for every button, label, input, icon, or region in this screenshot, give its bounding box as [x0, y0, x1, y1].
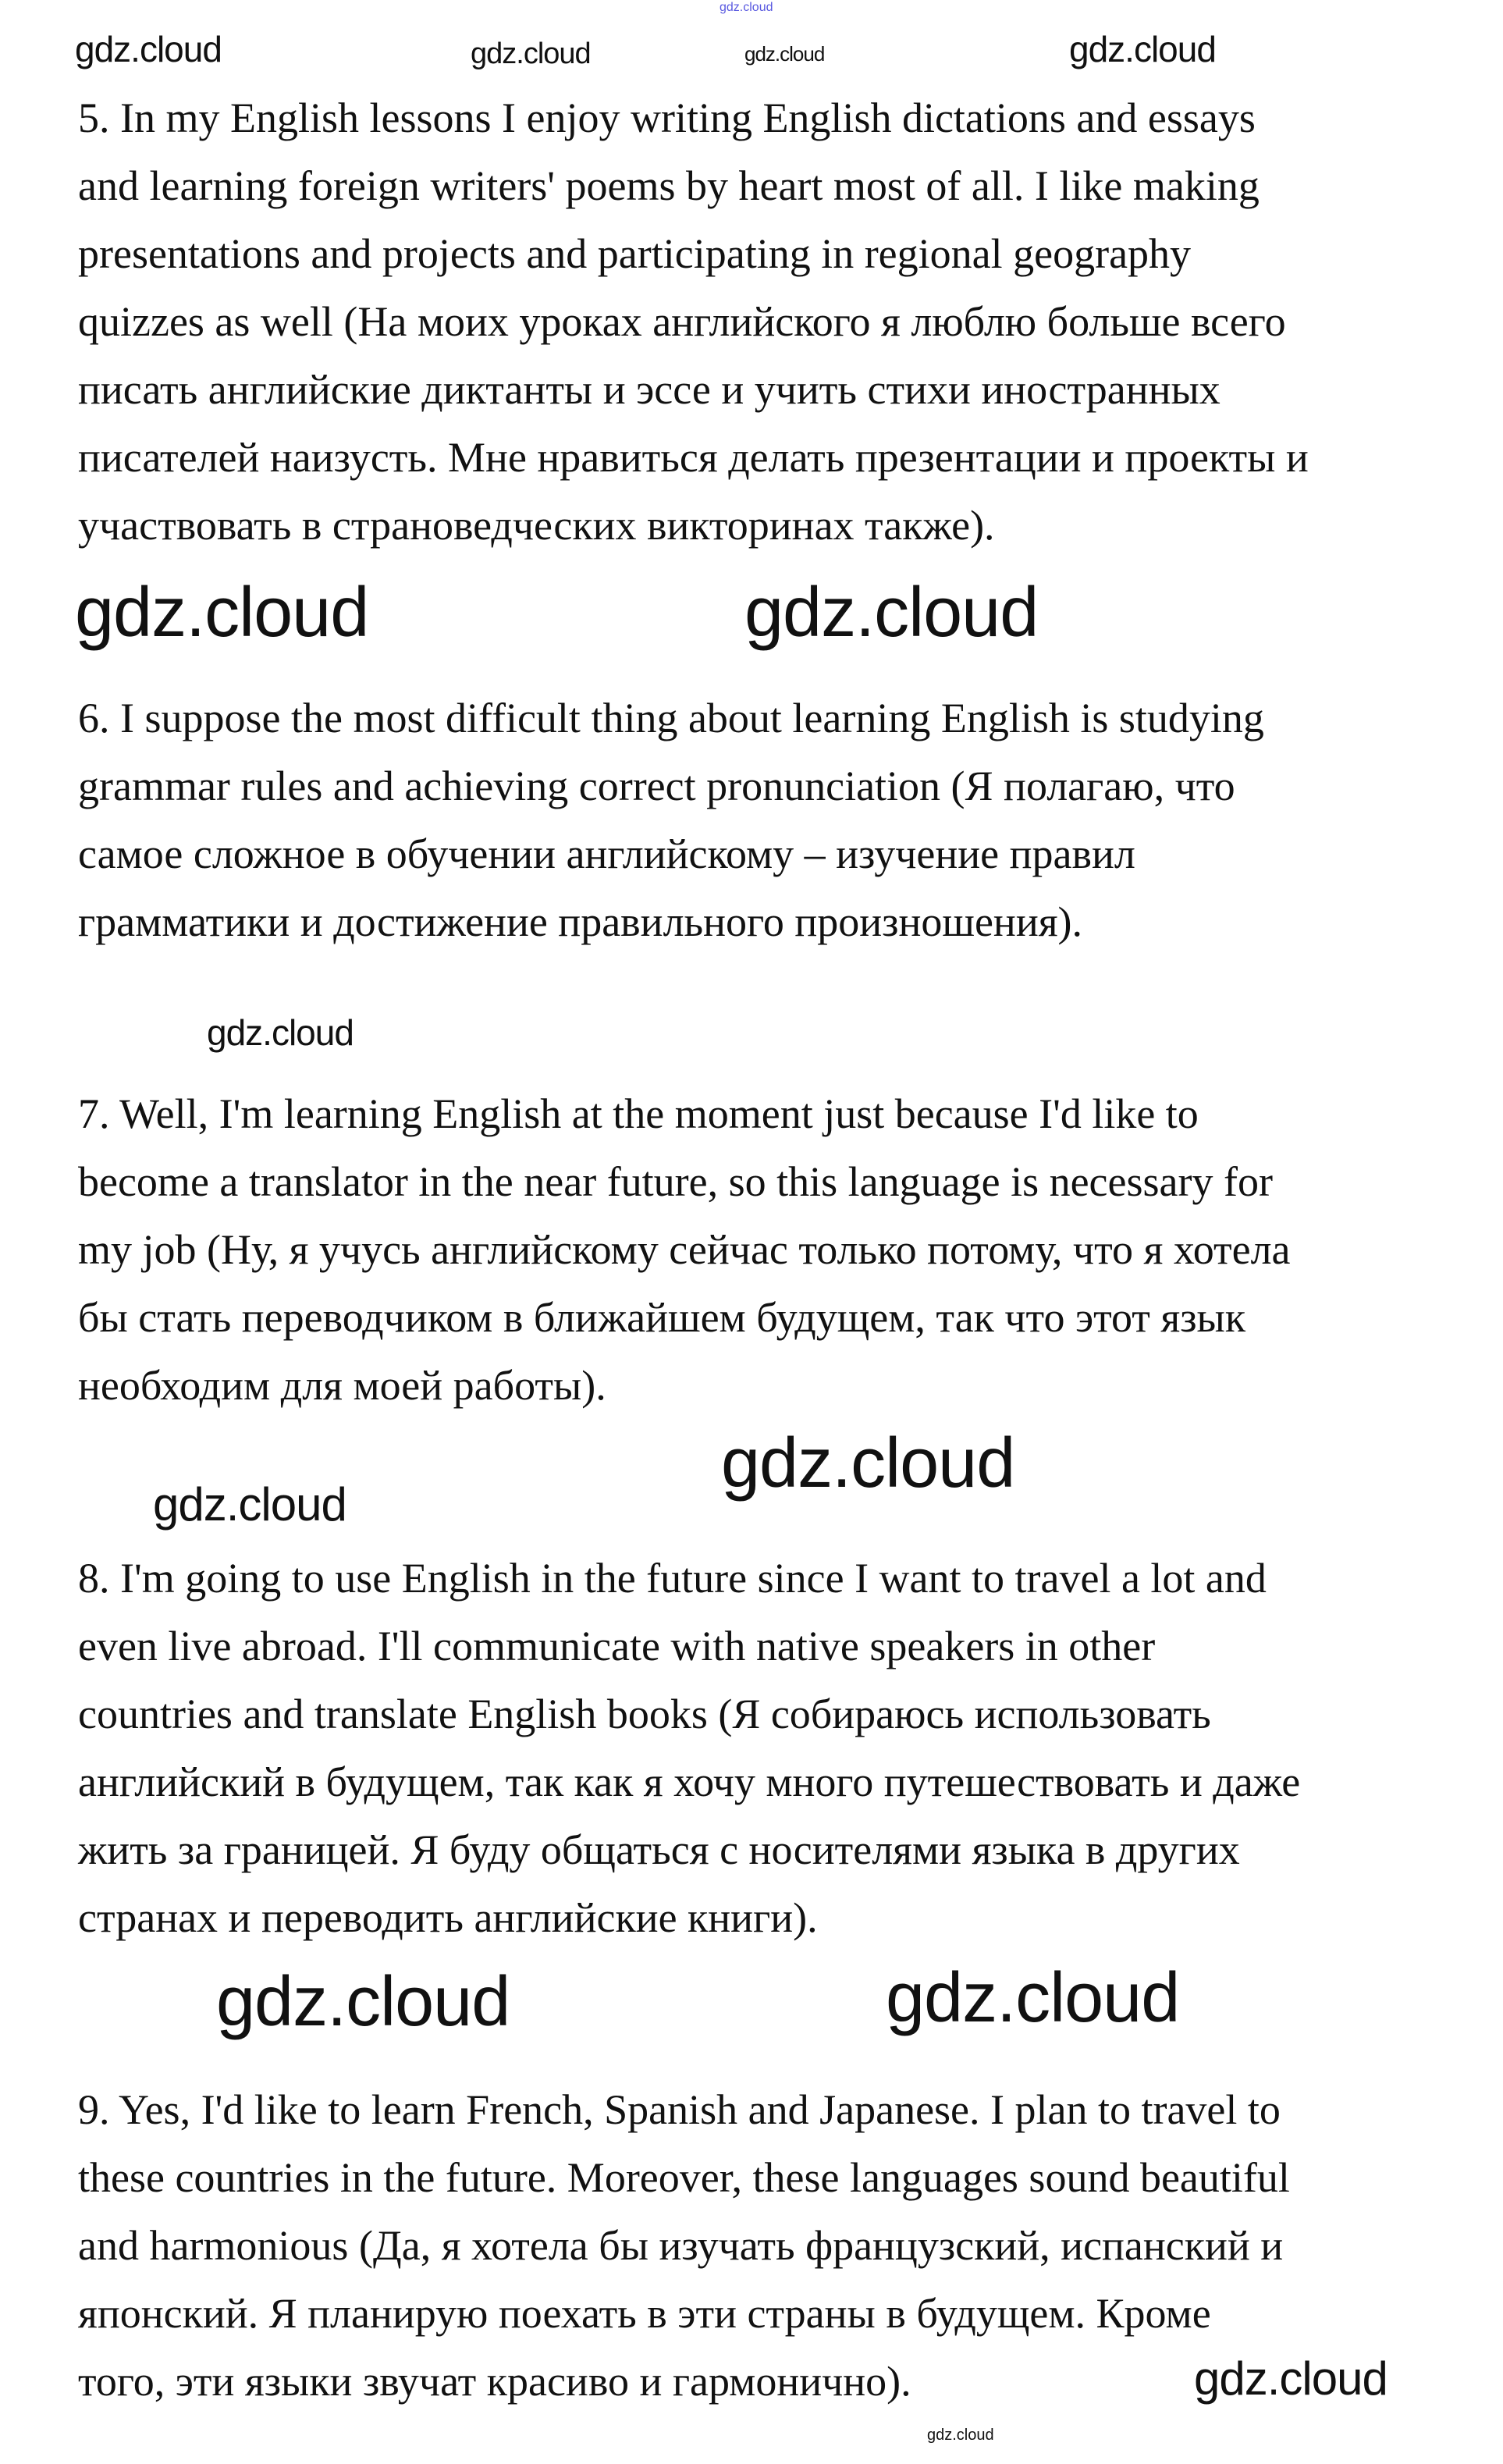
text-line: quizzes as well (На моих уроках английского я люблю больше всего: [78, 298, 1286, 345]
watermark: gdz.cloud: [927, 2427, 994, 2444]
text-line: того, эти языки звучат красиво и гармонично).: [78, 2358, 911, 2405]
text-line: 5. In my English lessons I enjoy writing English dictations and essays: [78, 94, 1256, 141]
answer-5: [78, 84, 1309, 560]
answer-8: [78, 1545, 1300, 1952]
text-line: countries and translate English books (Я собираюсь использовать: [78, 1691, 1211, 1737]
text-line: писателей наизусть. Мне нравиться делать презентации и проекты и: [78, 434, 1309, 481]
watermark: gdz.cloud: [1069, 29, 1216, 69]
text-line: бы стать переводчиком в ближайшем будущем, так что этот язык: [78, 1294, 1246, 1341]
watermark: gdz.cloud: [1194, 2352, 1388, 2405]
answer-6: [78, 684, 1264, 956]
watermark: gdz.cloud: [720, 1, 773, 14]
text-line: английский в будущем, так как я хочу много путешествовать и даже: [78, 1758, 1301, 1805]
text-line: grammar rules and achieving correct pronunciation (Я полагаю, что: [78, 763, 1235, 809]
text-line: необходим для моей работы).: [78, 1362, 606, 1409]
text-line: and learning foreign writers' poems by heart most of all. I like making: [78, 162, 1260, 209]
text-line: писать английские диктанты и эссе и учить стихи иностранных: [78, 366, 1221, 413]
text-line: грамматики и достижение правильного произношения).: [78, 898, 1083, 945]
watermark: gdz.cloud: [75, 574, 369, 652]
text-line: японский. Я планирую поехать в эти страны в будущем. Кроме: [78, 2290, 1211, 2337]
watermark: gdz.cloud: [744, 42, 825, 66]
text-line: and harmonious (Да, я хотела бы изучать французский, испанский и: [78, 2222, 1284, 2269]
watermark: gdz.cloud: [216, 1963, 510, 2041]
text-line: 8. I'm going to use English in the future since I want to travel a lot and: [78, 1555, 1267, 1602]
text-line: 9. Yes, I'd like to learn French, Spanish and Japanese. I plan to travel to: [78, 2086, 1281, 2133]
text-line: even live abroad. I'll communicate with native speakers in other: [78, 1623, 1156, 1669]
watermark: gdz.cloud: [721, 1424, 1015, 1502]
answer-9: [78, 2076, 1290, 2416]
text-line: these countries in the future. Moreover, these languages sound beautiful: [78, 2154, 1290, 2201]
text-line: жить за границей. Я буду общаться с носителями языка в других: [78, 1826, 1240, 1873]
watermark: gdz.cloud: [471, 37, 591, 70]
watermark: gdz.cloud: [153, 1478, 346, 1531]
text-line: самое сложное в обучении английскому – изучение правил: [78, 830, 1135, 877]
watermark: gdz.cloud: [886, 1959, 1180, 2037]
watermark: gdz.cloud: [207, 1012, 354, 1053]
text-line: become a translator in the near future, so this language is necessary for: [78, 1158, 1273, 1205]
text-line: участвовать в страноведческих викторинах также).: [78, 502, 995, 549]
text-line: странах и переводить английские книги).: [78, 1894, 818, 1941]
answer-7: [78, 1080, 1291, 1420]
text-line: 6. I suppose the most difficult thing about learning English is studying: [78, 695, 1264, 741]
watermark: gdz.cloud: [75, 29, 222, 69]
text-line: 7. Well, I'm learning English at the moment just because I'd like to: [78, 1090, 1199, 1137]
text-line: my job (Ну, я учусь английскому сейчас только потому, что я хотела: [78, 1226, 1291, 1273]
watermark: gdz.cloud: [744, 574, 1039, 652]
text-line: presentations and projects and participating in regional geography: [78, 230, 1192, 277]
